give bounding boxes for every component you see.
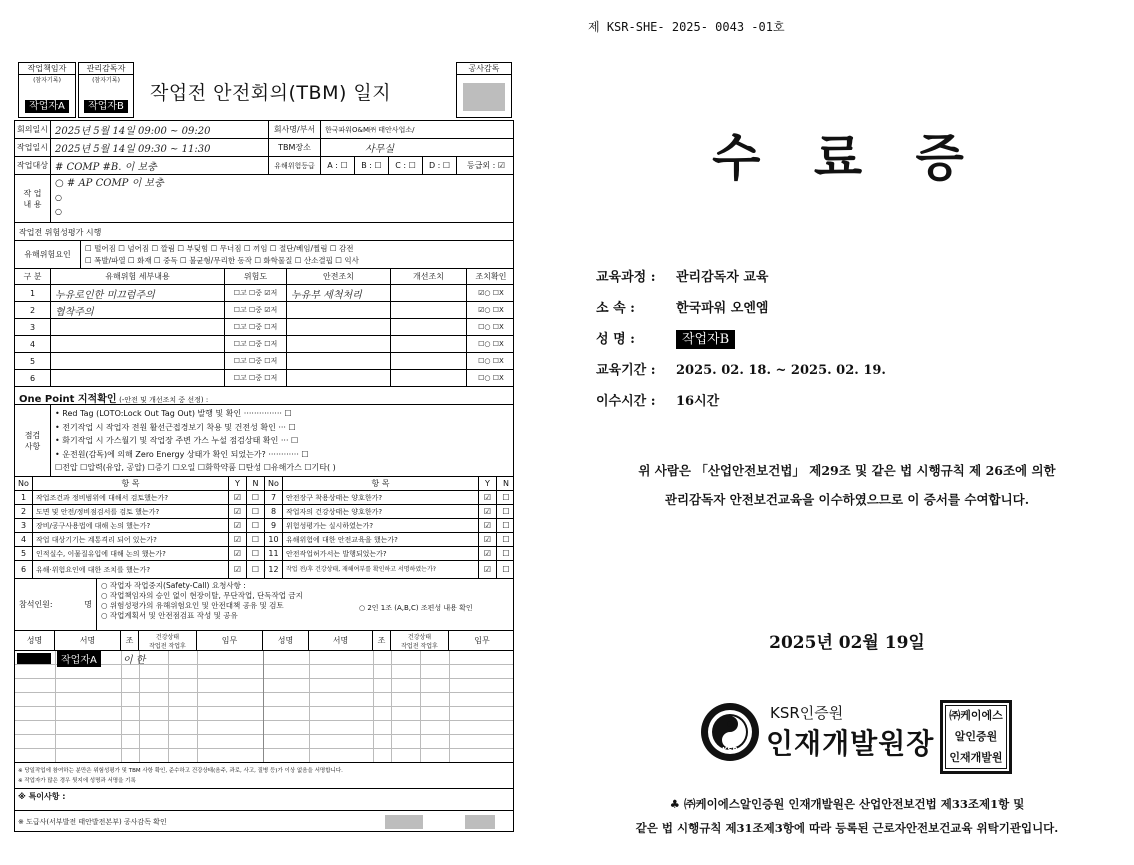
check-yes: ☑	[479, 519, 497, 532]
sign-header-health	[139, 631, 197, 650]
risk-row	[15, 336, 513, 353]
content-label	[15, 175, 51, 222]
check-no-box: ☐	[502, 521, 510, 530]
risk-check: ☐○ ☐X	[478, 340, 504, 348]
sign-header-duty: 임무	[197, 631, 263, 650]
health-after: 작업후	[168, 642, 186, 650]
field-value: 한국파워 오엔엠	[676, 301, 769, 316]
check-no: 10	[265, 533, 283, 546]
confirm-row	[15, 811, 513, 833]
check-no: 4	[15, 533, 33, 546]
ksr-logo-icon	[700, 702, 760, 762]
risk-row	[15, 285, 513, 302]
meeting-row	[15, 121, 513, 139]
role-name-redacted: 작업자A	[25, 100, 69, 113]
check-no-box: ☐	[247, 547, 265, 560]
field-value-redacted: 작업자B	[676, 330, 735, 349]
target-label: 작업대상	[15, 157, 51, 174]
hazard-row	[15, 241, 513, 269]
official-seal-icon	[940, 700, 1012, 774]
health-label: 건강상태	[155, 633, 180, 641]
footer-line: 같은 법 시행규칙 제31조제3항에 따라 등록된 근로자안전보건교육 위탁기관입니다.	[635, 821, 1059, 835]
grade-c: C : ☐	[389, 157, 423, 174]
sign-header-signature: 서명	[55, 631, 121, 650]
risk-eval-title: 작업전 위험성평가 시행	[19, 228, 102, 237]
risk-improve	[391, 302, 467, 318]
content-row	[15, 175, 513, 223]
sign-header-health	[391, 631, 449, 650]
inspect-row	[15, 405, 513, 477]
field-label: 소 속 :	[596, 301, 635, 316]
place-label: TBM장소	[269, 139, 321, 156]
role-title: 관리감독자	[79, 63, 133, 75]
attendance-label: 참석인원:	[19, 600, 53, 609]
attendance-unit: 명	[84, 600, 92, 609]
certificate-footer	[560, 792, 1134, 840]
signature-grid	[15, 651, 513, 763]
risk-measure	[287, 370, 391, 386]
risk-header: 유해위험 세부내용	[51, 269, 225, 284]
risk-measure	[287, 336, 391, 352]
check-header-no: No	[15, 477, 33, 490]
check-text: 작업 전/후 건강상태, 재해여부를 확인하고 서명하였는가?	[283, 561, 479, 578]
risk-level: ☐고 ☐중 ☑저	[225, 285, 287, 301]
check-yes: ☑	[229, 491, 247, 504]
content-line: ○	[55, 193, 62, 202]
risk-detail	[51, 319, 225, 335]
body-line: 위 사람은 「산업안전보건법」 제29조 및 같은 법 시행규칙 제 26조에 의한	[638, 463, 1056, 478]
risk-level: ☐고 ☐중 ☐저	[225, 319, 287, 335]
role-box-leader	[18, 62, 76, 118]
target-value: # COMP #B. 이 보충	[51, 157, 269, 174]
checklist-row	[15, 519, 513, 533]
field-org	[596, 293, 886, 324]
check-yes: ☑	[229, 505, 247, 518]
field-course	[596, 262, 886, 293]
risk-header: 위험도	[225, 269, 287, 284]
supervisor-box	[456, 62, 512, 118]
hazard-list: ☐ 떨어짐 ☐ 넘어짐 ☐ 깔림 ☐ 부딪힘 ☐ 무너짐 ☐ 끼임 ☐ 절단/베임/찔림 ☐ 감전	[85, 244, 354, 253]
inspect-item: • 운전원(감독)에 의해 Zero Energy 상태가 확인 되었는가? ············ ☐	[55, 449, 309, 459]
supervisor-redacted	[463, 83, 505, 111]
health-label: 건강상태	[407, 633, 432, 641]
sign-header-name: 성명	[263, 631, 309, 650]
role-title: 작업책임자	[19, 63, 75, 75]
check-no-box: ☐	[502, 549, 510, 558]
inspect-label-line: 점검	[24, 430, 41, 440]
check-text: 작업조건과 정비범위에 대해서 검토했는가?	[33, 491, 229, 504]
role-sub: (참자기록)	[33, 77, 61, 84]
attendance-cell	[15, 579, 97, 630]
risk-detail	[51, 336, 225, 352]
risk-eval-title-row	[15, 223, 513, 241]
check-header-no: No	[265, 477, 283, 490]
grade-b: B : ☐	[355, 157, 389, 174]
signer-signature: 이 한	[122, 654, 146, 666]
risk-detail	[51, 353, 225, 369]
check-yes: ☑	[479, 505, 497, 518]
confirm-redacted	[385, 815, 423, 829]
check-no: 8	[265, 505, 283, 518]
org-small: KSR인증원	[770, 704, 844, 722]
check-text: 안전장구 착용상태는 양호한가?	[283, 491, 479, 504]
place-value: 사무실	[365, 144, 394, 155]
risk-row	[15, 302, 513, 319]
role-sub: (참자기록)	[92, 77, 120, 84]
check-no-box: ☐	[502, 565, 510, 574]
onepoint-title: One Point 지적확인	[19, 394, 117, 405]
hazard-list: ☐ 폭발/파열 ☐ 화재 ☐ 중독 ☐ 불균형/무리한 동작 ☐ 화학물질 ☐ 산소결핍 ☐ 익사	[85, 256, 359, 265]
field-value: 16시간	[676, 394, 720, 409]
content-line: ○ # AP COMP 이 보충	[55, 178, 164, 189]
special-row	[15, 789, 513, 811]
name-redacted	[17, 653, 51, 664]
check-text: 유해·위험요인에 대한 조치를 했는가?	[33, 561, 229, 578]
signature-entry	[17, 651, 145, 665]
check-yes: ☑	[229, 519, 247, 532]
risk-check: ☑○ ☐X	[478, 289, 504, 297]
checklist-row	[15, 547, 513, 561]
supervisor-title: 공사감독	[457, 63, 511, 75]
note-item: ○ 작업책임자의 승인 없이 현장이탈, 무단작업, 단독작업 금지	[101, 591, 303, 600]
check-no: 5	[15, 547, 33, 560]
risk-level: ☐고 ☐중 ☑저	[225, 302, 287, 318]
check-no: 3	[15, 519, 33, 532]
inspect-item: ☐전압 ☐압력(유압, 공압) ☐증기 ☐오일 ☐화학약품 ☐탄성 ☐유해가스 ☐기타( )	[55, 463, 336, 472]
check-header-y: Y	[479, 477, 497, 490]
check-header-y: Y	[229, 477, 247, 490]
onepoint-row	[15, 387, 513, 405]
target-row	[15, 157, 513, 175]
risk-no: 5	[15, 353, 51, 369]
risk-grade-label: 유해위험등급	[269, 157, 321, 174]
check-yes: ☑	[229, 547, 247, 560]
inspect-item: • 화기작업 시 가스월기 및 작업장 주변 가스 누설 점검상태 확인 ··· ☐	[55, 436, 299, 445]
check-no: 6	[15, 561, 33, 578]
field-label: 교육과정 :	[596, 270, 656, 285]
inspect-item: • Red Tag (LOTO:Lock Out Tag Out) 발행 및 확인 ··············· ☐	[55, 409, 292, 418]
sign-header-group: 조	[373, 631, 391, 650]
risk-no: 1	[15, 285, 51, 301]
risk-no: 2	[15, 302, 51, 318]
check-no-box: ☐	[247, 519, 265, 532]
check-yes: ☑	[479, 533, 497, 546]
checklist-row	[15, 561, 513, 579]
sign-header-group: 조	[121, 631, 139, 650]
risk-header: 조치확인	[475, 272, 507, 281]
check-header-item: 항 목	[33, 477, 229, 490]
company-label: 회사명/부서	[269, 121, 321, 138]
seal-line: 인재개발원	[949, 750, 1003, 764]
check-no: 7	[265, 491, 283, 504]
note-right: ○ 2인 1조 (A,B,C) 조편성 내용 확인	[359, 604, 473, 612]
check-text: 안전작업허가서는 발행되었는가?	[283, 547, 479, 560]
checklist-row	[15, 533, 513, 547]
check-yes: ☑	[229, 561, 247, 578]
body-line: 관리감독자 안전보건교육을 이수하였으므로 이 증서를 수여합니다.	[664, 492, 1030, 507]
seal-line: 알인증원	[954, 729, 998, 743]
check-no-box: ☐	[247, 561, 265, 578]
grade-other: 등급외 : ☑	[466, 161, 506, 170]
health-before: 작업전	[149, 642, 167, 650]
risk-measure	[287, 353, 391, 369]
footnote-row	[15, 763, 513, 789]
field-label: 교육기간 :	[596, 363, 656, 378]
bottom-confirm: ※ 도급사(서부발전 태안발전본부) 공사감독 확인	[18, 818, 167, 826]
sign-header-signature: 서명	[309, 631, 373, 650]
note-item: ○ 위험성평가의 유해위험요인 및 안전대책 공유 및 검토	[101, 601, 284, 610]
risk-no: 3	[15, 319, 51, 335]
checklist-header	[15, 477, 513, 491]
check-no: 11	[265, 547, 283, 560]
risk-no: 6	[15, 370, 51, 386]
risk-improve	[391, 319, 467, 335]
certificate-date: 2025년 02월 19일	[769, 633, 925, 653]
risk-measure	[287, 319, 391, 335]
doc-number: 제 KSR-SHE- 2025- 0043 -01호	[588, 20, 785, 34]
risk-measure: 누유부 세척처리	[287, 285, 391, 301]
company-value: 한국파워O&M㈜ 태안사업소/	[325, 125, 415, 134]
work-time-label: 작업일시	[15, 139, 51, 156]
content-line: ○	[55, 207, 62, 216]
check-header-n: N	[247, 477, 265, 490]
risk-level: ☐고 ☐중 ☐저	[225, 336, 287, 352]
logo-letters: KSR	[722, 746, 738, 754]
check-no-box: ☐	[247, 491, 265, 504]
check-text: 인적실수, 이물질유입에 대해 논의 했는가?	[33, 547, 229, 560]
risk-header: 구 분	[15, 269, 51, 284]
check-text: 장비/공구사용법에 대해 논의 했는가?	[33, 519, 229, 532]
check-no: 9	[265, 519, 283, 532]
check-text: 위험성평가는 실시하였는가?	[283, 519, 479, 532]
certificate-page	[560, 0, 1134, 865]
risk-header: 개선조치	[391, 269, 467, 284]
check-header-item: 항 목	[283, 477, 479, 490]
sign-header-duty: 임무	[474, 636, 490, 645]
field-name	[596, 324, 886, 355]
risk-check: ☐○ ☐X	[478, 374, 504, 382]
field-label: 이수시간 :	[596, 394, 656, 409]
risk-improve	[391, 336, 467, 352]
safety-call: ○ 작업자 작업중지(Safety-Call) 요청사항 :	[101, 581, 246, 590]
attendance-row	[15, 579, 513, 631]
check-text: 작업자의 건강상태는 양호한가?	[283, 505, 479, 518]
checklist-row	[15, 505, 513, 519]
grade-a: A : ☐	[321, 157, 355, 174]
check-yes: ☑	[479, 547, 497, 560]
tbm-document-page	[0, 0, 540, 865]
risk-table-header	[15, 269, 513, 285]
risk-level: ☐고 ☐중 ☐저	[225, 370, 287, 386]
special-label: ※ 특이사항 :	[18, 792, 66, 801]
grade-d: D : ☐	[423, 157, 457, 174]
org-big: 인재개발원장	[766, 727, 935, 760]
check-header-n: N	[503, 479, 509, 488]
field-value: 관리감독자 교육	[676, 270, 769, 285]
risk-improve	[391, 353, 467, 369]
check-no: 2	[15, 505, 33, 518]
signature-header	[15, 631, 513, 651]
check-yes: ☑	[229, 533, 247, 546]
meeting-time-value: 2025년 5월 14일 09:00 ~ 09:20	[51, 121, 269, 138]
risk-detail: 협착주의	[51, 302, 225, 318]
check-no-box: ☐	[502, 535, 510, 544]
work-time-value: 2025년 5월 14일 09:30 ~ 11:30	[51, 139, 269, 156]
check-no-box: ☐	[502, 507, 510, 516]
risk-row	[15, 353, 513, 370]
check-no-box: ☐	[247, 533, 265, 546]
footnote: ※ 작업자가 많은 경우 뒷지에 성명과 서명을 기록	[18, 778, 136, 784]
check-no: 12	[265, 561, 283, 578]
footnote: ※ 당일작업에 참여하는 분만은 위험성평가 및 TBM 사항 확인, 준수하고 건강상태(음주, 과로, 사고, 질병 등)가 이상 없음을 서명합니다.	[18, 768, 343, 774]
risk-check: ☐○ ☐X	[478, 323, 504, 331]
check-no-box: ☐	[502, 493, 510, 502]
check-no: 1	[15, 491, 33, 504]
field-period	[596, 355, 886, 386]
role-name-redacted: 작업자B	[84, 100, 128, 113]
certificate-fields	[596, 262, 886, 417]
risk-row	[15, 370, 513, 387]
risk-detail: 누유로인한 미끄럼주의	[51, 285, 225, 301]
field-value: 2025. 02. 18. ~ 2025. 02. 19.	[676, 363, 886, 378]
check-no-box: ☐	[247, 505, 265, 518]
certificate-title: 수 료 증	[712, 129, 982, 187]
check-text: 도면 및 안전/정비점검서를 검토 했는가?	[33, 505, 229, 518]
risk-check: ☑○ ☐X	[478, 306, 504, 314]
confirm-redacted	[465, 815, 495, 829]
health-after: 작업후	[420, 642, 438, 650]
risk-level: ☐고 ☐중 ☐저	[225, 353, 287, 369]
check-text: 유해위험에 대한 안전교육을 했는가?	[283, 533, 479, 546]
content-label-line: 내 용	[23, 199, 42, 209]
risk-check: ☐○ ☐X	[478, 357, 504, 365]
seal-line: ㈜케이에스	[949, 709, 1003, 723]
risk-improve	[391, 370, 467, 386]
risk-detail	[51, 370, 225, 386]
field-label: 성 명 :	[596, 332, 635, 347]
risk-header: 안전조치	[287, 269, 391, 284]
meeting-time-label: 회의일시	[15, 121, 51, 138]
footer-line: ♣ ㈜케이에스알인증원 인재개발원은 산업안전보건법 제33조제1항 및	[669, 797, 1025, 811]
document-title: 작업전 안전회의(TBM) 일지	[150, 82, 392, 104]
risk-measure	[287, 302, 391, 318]
tbm-form	[14, 120, 514, 832]
inspect-item: • 전기작업 시 작업자 전원 활선근접경보기 착용 및 건전성 확인 ··· ☐	[55, 422, 296, 432]
sign-header-name: 성명	[15, 631, 55, 650]
note-item: ○ 작업계획서 및 안전점검표 작성 및 공유	[101, 611, 238, 620]
role-box-manager	[78, 62, 134, 118]
check-yes: ☑	[479, 491, 497, 504]
inspect-label-line: 사항	[24, 441, 41, 451]
onepoint-sub: (-안전 및 개선조치 중 선정) :	[119, 396, 209, 404]
risk-improve	[391, 285, 467, 301]
risk-no: 4	[15, 336, 51, 352]
content-label-line: 작 업	[23, 188, 42, 198]
health-before: 작업전	[401, 642, 419, 650]
certificate-body	[560, 456, 1134, 514]
inspect-label	[15, 405, 51, 476]
risk-row	[15, 319, 513, 336]
signer-name: 작업자A	[57, 650, 101, 667]
checklist-row	[15, 491, 513, 505]
work-time-row	[15, 139, 513, 157]
check-text: 작업 대상기기는 계통격리 되어 있는가?	[33, 533, 229, 546]
check-yes: ☑	[479, 561, 497, 578]
field-hours	[596, 386, 886, 417]
hazard-label: 유해위험요인	[15, 241, 81, 268]
